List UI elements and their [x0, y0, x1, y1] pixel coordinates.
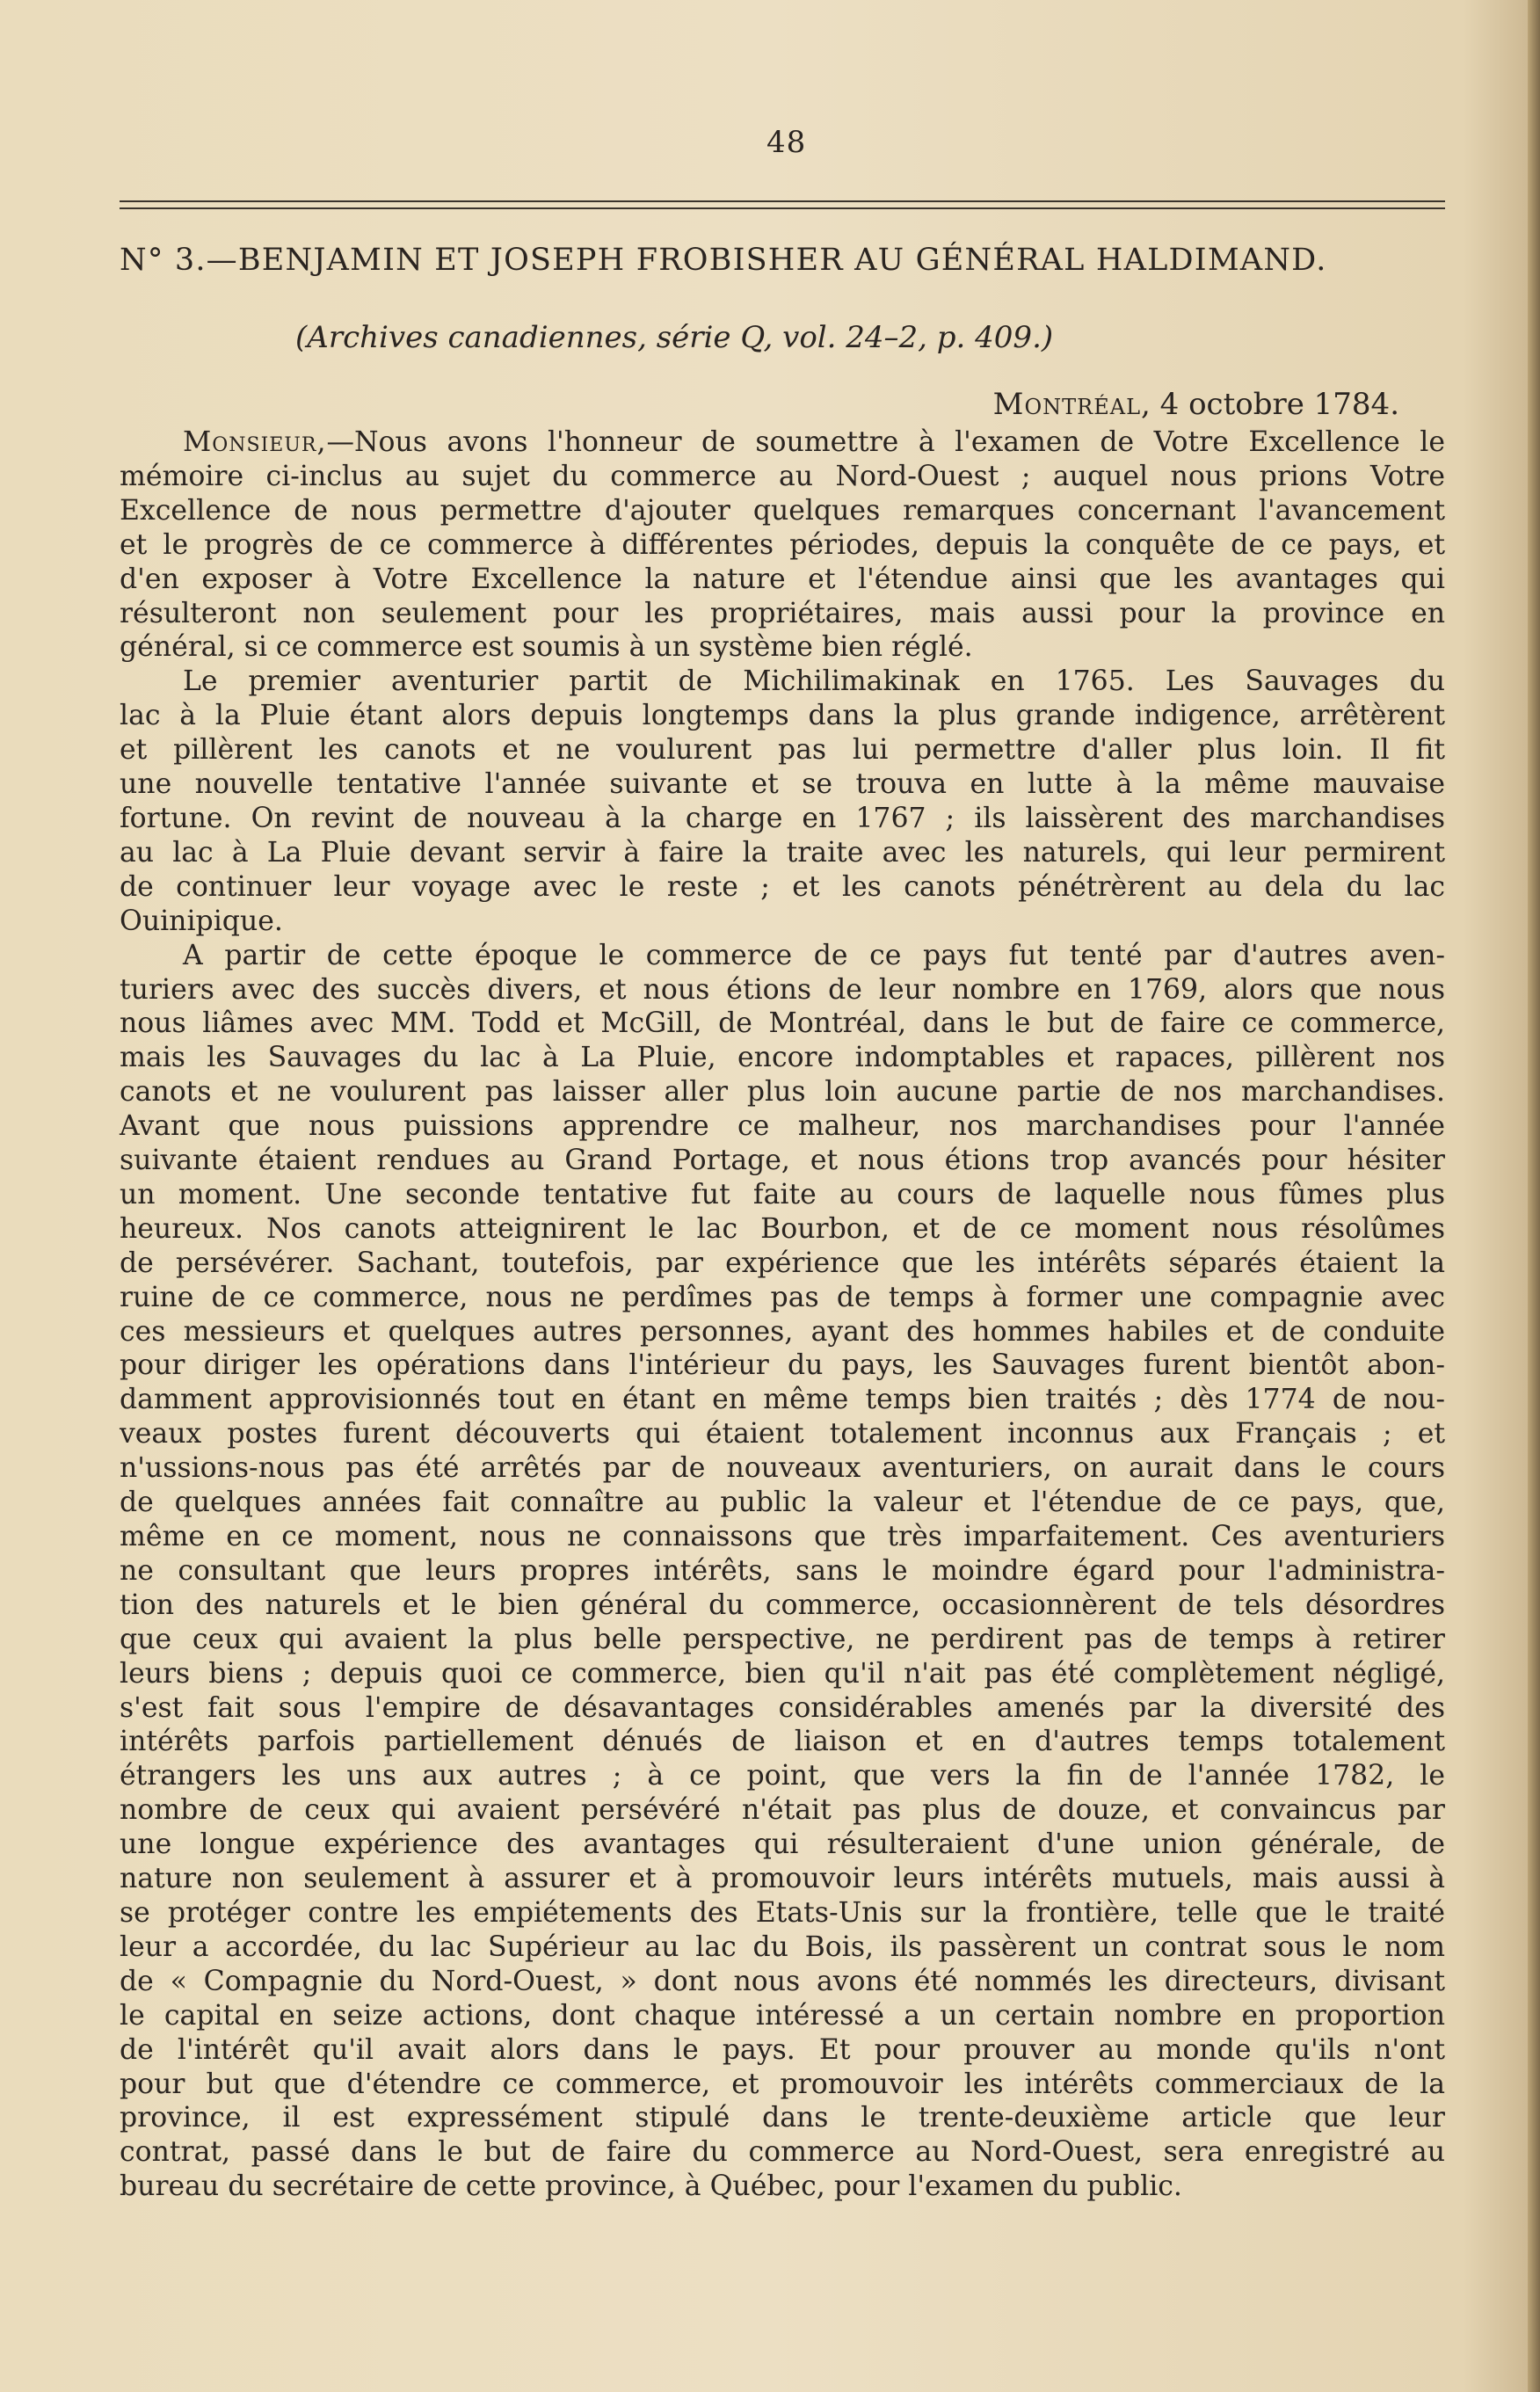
text-line: se protéger contre les empiétements des Etats-Unis sur la frontière, telle que le traité: [120, 1896, 1445, 1929]
source-citation: [295, 320, 1053, 355]
text-line: pour diriger les opérations dans l'intérieur du pays, les Sauvages furent bientôt abon-: [120, 1349, 1445, 1382]
text-line: le capital en seize actions, dont chaque intéressé a un certain nombre en proportion: [120, 1999, 1445, 2032]
text-line: Ouinipique.: [120, 905, 283, 937]
text-line: turiers avec des succès divers, et nous étions de leur nombre en 1769, alors que nous: [120, 973, 1445, 1006]
text-line: leurs biens ; depuis quoi ce commerce, bien qu'il n'ait pas été complètement négligé,: [120, 1657, 1445, 1690]
text-line: et pillèrent les canots et ne voulurent pas lui permettre d'aller plus loin. Il fit: [120, 734, 1445, 767]
text-line: mais les Sauvages du lac à La Pluie, encore indomptables et rapaces, pillèrent nos: [120, 1042, 1445, 1074]
text-line: Avant que nous puissions apprendre ce malheur, nos marchandises pour l'année: [120, 1110, 1445, 1143]
text-line: et le progrès de ce commerce à différentes périodes, depuis la conquête de ce pays, et: [120, 528, 1445, 561]
text-line: leur a accordée, du lac Supérieur au lac du Bois, ils passèrent un contrat sous le nom: [120, 1930, 1445, 1963]
text-line: de « Compagnie du Nord-Ouest, » dont nous avons été nommés les directeurs, divisant: [120, 1965, 1445, 1997]
text-line: d'en exposer à Votre Excellence la nature et l'étendue ainsi que les avantages qui: [120, 563, 1445, 595]
text-line: bureau du secrétaire de cette province, à Québec, pour l'examen du public.: [120, 2170, 1182, 2203]
text-line: de continuer leur voyage avec le reste ; et les canots pénétrèrent au dela du lac: [120, 870, 1445, 903]
text-line: Le premier aventurier partit de Michilimakinak en 1765. Les Sauvages du: [183, 665, 1445, 698]
text-line: de quelques années fait connaître au public la valeur et l'étendue de ce pays, que,: [120, 1487, 1445, 1519]
rule-line: [120, 200, 1445, 202]
text-line: nous liâmes avec MM. Todd et McGill, de Montréal, dans le but de faire ce commerce,: [120, 1007, 1445, 1040]
text-line: général, si ce commerce est soumis à un système bien réglé.: [120, 631, 973, 664]
date: , 4 octobre 1784.: [1141, 387, 1399, 422]
text-line: que ceux qui avaient la plus belle perspective, ne perdirent pas de temps à retirer: [120, 1623, 1445, 1655]
text-line: s'est fait sous l'empire de désavantages considérables amenés par la diversité des: [120, 1691, 1445, 1724]
text-line: ces messieurs et quelques autres personnes, ayant des hommes habiles et de conduite: [120, 1315, 1445, 1348]
text-line: canots et ne voulurent pas laisser aller plus loin aucune partie de nos marchandises.: [120, 1076, 1445, 1109]
text-line: de persévérer. Sachant, toutefois, par expérience que les intérêts séparés étaient la: [120, 1247, 1445, 1279]
text-line: lac à la Pluie étant alors depuis longtemps dans la plus grande indigence, arrêtèrent: [120, 700, 1445, 732]
text-line: suivante étaient rendues au Grand Portage, et nous étions trop avancés pour hésiter: [120, 1145, 1445, 1177]
text-line: étrangers les uns aux autres ; à ce point, que vers la fin de l'année 1782, le: [120, 1760, 1445, 1792]
text-line: fortune. On revint de nouveau à la charge en 1767 ; ils laissèrent des marchandises: [120, 802, 1445, 834]
text-line: contrat, passé dans le but de faire du commerce au Nord-Ouest, sera enregistré au: [120, 2136, 1445, 2169]
place-date: [993, 387, 1399, 422]
letter-body: [120, 425, 1445, 2204]
page-number: 48: [766, 125, 807, 160]
text-line: de l'intérêt qu'il avait alors dans le pays. Et pour prouver au monde qu'ils n'ont: [120, 2033, 1445, 2066]
text-line: au lac à La Pluie devant servir à faire la traite avec les naturels, qui leur permirent: [120, 836, 1445, 869]
text-line: ruine de ce commerce, nous ne perdîmes pas de temps à former une compagnie avec: [120, 1281, 1445, 1313]
text-line: même en ce moment, nous ne connaissons que très imparfaitement. Ces aventuriers: [120, 1521, 1445, 1552]
rule-line: [120, 207, 1445, 209]
salutation: Monsieur,: [183, 426, 327, 458]
text-line: nature non seulement à assurer et à promouvoir leurs intérêts mutuels, mais aussi à: [120, 1863, 1445, 1895]
text-line: résulteront non seulement pour les propriétaires, mais aussi pour la province en: [120, 597, 1445, 629]
page-edge: [1528, 0, 1540, 2392]
text-line: nombre de ceux qui avaient persévéré n'était pas plus de douze, et convaincus par: [120, 1794, 1445, 1827]
header-rule: [120, 200, 1445, 209]
paragraph: [120, 425, 1445, 665]
text-line: ne consultant que leurs propres intérêts, sans le moindre égard pour l'administra-: [120, 1554, 1445, 1587]
text-line: intérêts parfois partiellement dénués de liaison et en d'autres temps totalement: [120, 1726, 1445, 1758]
paragraph: [120, 939, 1445, 2205]
text-line: une nouvelle tentative l'année suivante et se trouva en lutte à la même mauvaise: [120, 768, 1445, 801]
text-line: mémoire ci-inclus au sujet du commerce au Nord-Ouest ; auquel nous prions Votre: [120, 460, 1445, 492]
text-line: damment approvisionnés tout en étant en même temps bien traités ; dès 1774 de nou-: [120, 1384, 1445, 1416]
text-line: heureux. Nos canots atteignirent le lac Bourbon, et de ce moment nous résolûmes: [120, 1212, 1445, 1245]
text-line: veaux postes furent découverts qui étaient totalement inconnus aux Français ; et: [120, 1418, 1445, 1450]
text-line: A partir de cette époque le commerce de ce pays fut tenté par d'autres aven-: [183, 939, 1445, 971]
text-line: n'ussions-nous pas été arrêtés par de nouveaux aventuriers, on aurait dans le cours: [120, 1452, 1445, 1485]
text-line: une longue expérience des avantages qui résulteraient d'une union générale, de: [120, 1829, 1445, 1861]
paragraph: [120, 665, 1445, 938]
text-line: Monsieur,—Nous avons l'honneur de soumettre à l'examen de Votre Excellence le: [183, 426, 1445, 458]
place: Montréal: [992, 387, 1142, 422]
text-line: un moment. Une seconde tentative fut faite au cours de laquelle nous fûmes plus: [120, 1178, 1445, 1211]
text-line: province, il est expressément stipulé dans le trente-deuxième article que leur: [120, 2102, 1445, 2134]
document-heading: N° 3.—BENJAMIN ET JOSEPH FROBISHER AU GÉNÉRAL HALDIMAND.: [120, 243, 1327, 278]
text-line: Excellence de nous permettre d'ajouter quelques remarques concernant l'avancement: [120, 494, 1445, 527]
source-citation-text: (Archives canadiennes, série Q, vol. 24–2, p. 409.): [295, 320, 1054, 355]
text-line: tion des naturels et le bien général du commerce, occasionnèrent de tels désordres: [120, 1589, 1445, 1621]
text-line: pour but que d'étendre ce commerce, et promouvoir les intérêts commerciaux de la: [120, 2068, 1445, 2100]
